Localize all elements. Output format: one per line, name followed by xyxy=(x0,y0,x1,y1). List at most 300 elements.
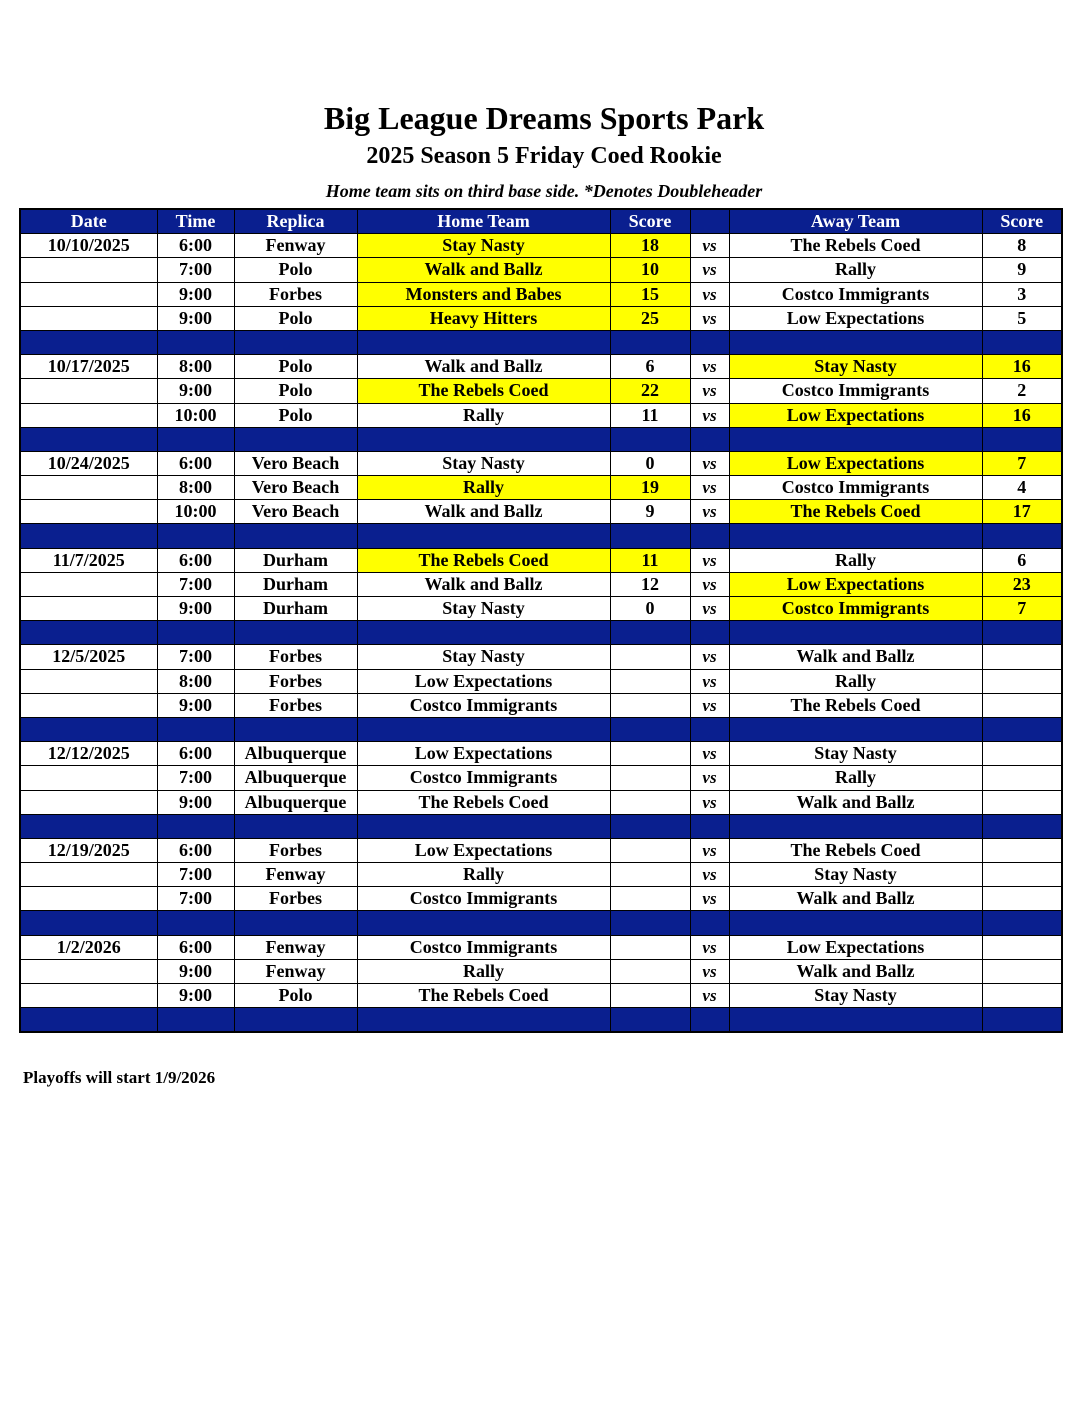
vs-cell: vs xyxy=(690,693,729,717)
date-cell xyxy=(20,984,157,1008)
home-team-cell: The Rebels Coed xyxy=(357,984,610,1008)
home-team-cell: The Rebels Coed xyxy=(357,379,610,403)
vs-cell: vs xyxy=(690,959,729,983)
table-row xyxy=(20,645,1062,669)
separator-cell xyxy=(234,524,357,548)
vs-cell: vs xyxy=(690,234,729,258)
schedule-body xyxy=(20,234,1062,1033)
separator-cell xyxy=(20,524,157,548)
home-team-cell: Stay Nasty xyxy=(357,451,610,475)
separator-cell xyxy=(357,524,610,548)
home-team-cell: Stay Nasty xyxy=(357,645,610,669)
vs-cell: vs xyxy=(690,863,729,887)
vs-cell: vs xyxy=(690,572,729,596)
table-row xyxy=(20,306,1062,330)
separator-cell xyxy=(982,814,1062,838)
separator-cell xyxy=(610,1008,690,1033)
separator-cell xyxy=(357,427,610,451)
replica-cell: Albuquerque xyxy=(234,766,357,790)
replica-cell: Forbes xyxy=(234,693,357,717)
home-team-cell: Costco Immigrants xyxy=(357,887,610,911)
vs-cell: vs xyxy=(690,766,729,790)
time-cell: 7:00 xyxy=(157,863,234,887)
separator-cell xyxy=(690,911,729,935)
home-score-cell: 22 xyxy=(610,379,690,403)
column-header-away-team: Away Team xyxy=(729,209,982,234)
separator-cell xyxy=(690,330,729,354)
vs-cell: vs xyxy=(690,548,729,572)
home-score-cell: 9 xyxy=(610,500,690,524)
replica-cell: Albuquerque xyxy=(234,790,357,814)
replica-cell: Polo xyxy=(234,355,357,379)
date-cell xyxy=(20,766,157,790)
column-header-date: Date xyxy=(20,209,157,234)
away-score-cell xyxy=(982,766,1062,790)
table-row xyxy=(20,234,1062,258)
replica-cell: Vero Beach xyxy=(234,500,357,524)
date-cell xyxy=(20,669,157,693)
column-header-time: Time xyxy=(157,209,234,234)
home-score-cell: 25 xyxy=(610,306,690,330)
vs-cell: vs xyxy=(690,935,729,959)
separator-cell xyxy=(20,911,157,935)
home-team-cell: The Rebels Coed xyxy=(357,548,610,572)
away-team-cell: Low Expectations xyxy=(729,572,982,596)
week-separator-row xyxy=(20,330,1062,354)
time-cell: 7:00 xyxy=(157,887,234,911)
separator-cell xyxy=(729,427,982,451)
column-header-replica: Replica xyxy=(234,209,357,234)
time-cell: 10:00 xyxy=(157,403,234,427)
table-row xyxy=(20,887,1062,911)
separator-cell xyxy=(982,911,1062,935)
date-cell xyxy=(20,959,157,983)
vs-cell: vs xyxy=(690,645,729,669)
date-cell xyxy=(20,500,157,524)
away-team-cell: Stay Nasty xyxy=(729,984,982,1008)
home-team-cell: The Rebels Coed xyxy=(357,790,610,814)
vs-cell: vs xyxy=(690,282,729,306)
date-cell: 1/2/2026 xyxy=(20,935,157,959)
home-score-cell xyxy=(610,669,690,693)
separator-cell xyxy=(982,621,1062,645)
table-row xyxy=(20,500,1062,524)
away-score-cell: 4 xyxy=(982,476,1062,500)
date-cell: 11/7/2025 xyxy=(20,548,157,572)
replica-cell: Fenway xyxy=(234,234,357,258)
away-team-cell: Walk and Ballz xyxy=(729,959,982,983)
separator-cell xyxy=(157,427,234,451)
date-cell: 12/19/2025 xyxy=(20,838,157,862)
date-cell xyxy=(20,790,157,814)
table-header-row xyxy=(20,209,1062,234)
away-score-cell xyxy=(982,959,1062,983)
home-score-cell: 11 xyxy=(610,403,690,427)
week-separator-row xyxy=(20,427,1062,451)
home-score-cell xyxy=(610,887,690,911)
home-score-cell: 11 xyxy=(610,548,690,572)
away-team-cell: Rally xyxy=(729,766,982,790)
away-score-cell: 16 xyxy=(982,403,1062,427)
home-team-cell: Low Expectations xyxy=(357,838,610,862)
schedule-table xyxy=(19,208,1063,1033)
replica-cell: Durham xyxy=(234,572,357,596)
time-cell: 6:00 xyxy=(157,548,234,572)
replica-cell: Forbes xyxy=(234,887,357,911)
home-score-cell xyxy=(610,838,690,862)
separator-cell xyxy=(20,330,157,354)
vs-cell: vs xyxy=(690,451,729,475)
table-row xyxy=(20,572,1062,596)
date-cell: 10/24/2025 xyxy=(20,451,157,475)
away-team-cell: The Rebels Coed xyxy=(729,500,982,524)
replica-cell: Polo xyxy=(234,258,357,282)
date-cell xyxy=(20,403,157,427)
away-team-cell: Stay Nasty xyxy=(729,742,982,766)
date-cell xyxy=(20,258,157,282)
date-cell xyxy=(20,476,157,500)
table-row xyxy=(20,959,1062,983)
home-team-cell: Low Expectations xyxy=(357,742,610,766)
away-team-cell: The Rebels Coed xyxy=(729,234,982,258)
separator-cell xyxy=(610,524,690,548)
away-score-cell: 17 xyxy=(982,500,1062,524)
week-separator-row xyxy=(20,1008,1062,1033)
vs-cell: vs xyxy=(690,742,729,766)
away-score-cell xyxy=(982,838,1062,862)
vs-cell: vs xyxy=(690,838,729,862)
away-team-cell: Walk and Ballz xyxy=(729,887,982,911)
separator-cell xyxy=(982,1008,1062,1033)
separator-cell xyxy=(729,814,982,838)
away-score-cell xyxy=(982,693,1062,717)
replica-cell: Forbes xyxy=(234,645,357,669)
separator-cell xyxy=(982,717,1062,741)
separator-cell xyxy=(729,911,982,935)
home-team-cell: Heavy Hitters xyxy=(357,306,610,330)
home-team-cell: Rally xyxy=(357,403,610,427)
time-cell: 6:00 xyxy=(157,451,234,475)
separator-cell xyxy=(729,524,982,548)
home-team-cell: Monsters and Babes xyxy=(357,282,610,306)
away-team-cell: Costco Immigrants xyxy=(729,282,982,306)
separator-cell xyxy=(157,524,234,548)
week-separator-row xyxy=(20,814,1062,838)
home-team-cell: Costco Immigrants xyxy=(357,693,610,717)
column-header-home-score: Score xyxy=(610,209,690,234)
home-team-cell: Walk and Ballz xyxy=(357,258,610,282)
date-cell: 12/5/2025 xyxy=(20,645,157,669)
home-score-cell: 0 xyxy=(610,597,690,621)
table-row xyxy=(20,597,1062,621)
separator-cell xyxy=(982,427,1062,451)
time-cell: 9:00 xyxy=(157,282,234,306)
page-subtitle: 2025 Season 5 Friday Coed Rookie xyxy=(366,143,722,169)
away-score-cell: 23 xyxy=(982,572,1062,596)
away-team-cell: Stay Nasty xyxy=(729,863,982,887)
away-team-cell: Costco Immigrants xyxy=(729,597,982,621)
time-cell: 8:00 xyxy=(157,355,234,379)
date-cell: 10/17/2025 xyxy=(20,355,157,379)
time-cell: 7:00 xyxy=(157,766,234,790)
replica-cell: Vero Beach xyxy=(234,476,357,500)
away-team-cell: Low Expectations xyxy=(729,306,982,330)
home-team-cell: Stay Nasty xyxy=(357,597,610,621)
separator-cell xyxy=(610,911,690,935)
away-score-cell: 6 xyxy=(982,548,1062,572)
away-score-cell: 7 xyxy=(982,451,1062,475)
time-cell: 9:00 xyxy=(157,379,234,403)
time-cell: 8:00 xyxy=(157,476,234,500)
separator-cell xyxy=(157,814,234,838)
table-row xyxy=(20,379,1062,403)
replica-cell: Forbes xyxy=(234,669,357,693)
time-cell: 9:00 xyxy=(157,693,234,717)
replica-cell: Albuquerque xyxy=(234,742,357,766)
column-header-away-score: Score xyxy=(982,209,1062,234)
home-score-cell xyxy=(610,790,690,814)
separator-cell xyxy=(234,621,357,645)
away-score-cell: 2 xyxy=(982,379,1062,403)
time-cell: 7:00 xyxy=(157,572,234,596)
away-team-cell: Costco Immigrants xyxy=(729,476,982,500)
time-cell: 9:00 xyxy=(157,790,234,814)
table-row xyxy=(20,355,1062,379)
time-cell: 9:00 xyxy=(157,597,234,621)
date-cell xyxy=(20,379,157,403)
date-cell: 10/10/2025 xyxy=(20,234,157,258)
separator-cell xyxy=(234,427,357,451)
away-score-cell: 8 xyxy=(982,234,1062,258)
away-team-cell: Walk and Ballz xyxy=(729,790,982,814)
away-score-cell xyxy=(982,984,1062,1008)
separator-cell xyxy=(20,814,157,838)
separator-cell xyxy=(357,330,610,354)
separator-cell xyxy=(610,621,690,645)
date-cell: 12/12/2025 xyxy=(20,742,157,766)
separator-cell xyxy=(610,717,690,741)
separator-cell xyxy=(690,717,729,741)
vs-cell: vs xyxy=(690,500,729,524)
separator-cell xyxy=(610,427,690,451)
replica-cell: Forbes xyxy=(234,282,357,306)
table-row xyxy=(20,790,1062,814)
date-cell xyxy=(20,282,157,306)
away-team-cell: The Rebels Coed xyxy=(729,838,982,862)
column-header-home-team: Home Team xyxy=(357,209,610,234)
replica-cell: Polo xyxy=(234,306,357,330)
date-cell xyxy=(20,693,157,717)
separator-cell xyxy=(157,330,234,354)
separator-cell xyxy=(690,427,729,451)
separator-cell xyxy=(20,1008,157,1033)
away-team-cell: Low Expectations xyxy=(729,935,982,959)
separator-cell xyxy=(157,1008,234,1033)
replica-cell: Forbes xyxy=(234,838,357,862)
home-score-cell: 19 xyxy=(610,476,690,500)
home-team-cell: Walk and Ballz xyxy=(357,500,610,524)
table-row xyxy=(20,984,1062,1008)
vs-cell: vs xyxy=(690,476,729,500)
away-score-cell xyxy=(982,669,1062,693)
vs-cell: vs xyxy=(690,669,729,693)
time-cell: 6:00 xyxy=(157,838,234,862)
away-team-cell: Rally xyxy=(729,548,982,572)
away-team-cell: Rally xyxy=(729,258,982,282)
table-row xyxy=(20,403,1062,427)
separator-cell xyxy=(234,717,357,741)
home-team-cell: Rally xyxy=(357,476,610,500)
separator-cell xyxy=(20,717,157,741)
separator-cell xyxy=(234,911,357,935)
separator-cell xyxy=(690,524,729,548)
vs-cell: vs xyxy=(690,887,729,911)
date-cell xyxy=(20,572,157,596)
away-score-cell xyxy=(982,887,1062,911)
vs-cell: vs xyxy=(690,355,729,379)
table-row xyxy=(20,693,1062,717)
footer-note: Playoffs will start 1/9/2026 xyxy=(23,1068,216,1087)
away-team-cell: Costco Immigrants xyxy=(729,379,982,403)
home-score-cell xyxy=(610,959,690,983)
vs-cell: vs xyxy=(690,984,729,1008)
home-score-cell xyxy=(610,984,690,1008)
separator-cell xyxy=(157,717,234,741)
time-cell: 9:00 xyxy=(157,984,234,1008)
week-separator-row xyxy=(20,524,1062,548)
time-cell: 8:00 xyxy=(157,669,234,693)
separator-cell xyxy=(982,330,1062,354)
time-cell: 9:00 xyxy=(157,959,234,983)
table-row xyxy=(20,838,1062,862)
away-team-cell: Rally xyxy=(729,669,982,693)
away-score-cell xyxy=(982,790,1062,814)
away-score-cell xyxy=(982,645,1062,669)
vs-cell: vs xyxy=(690,790,729,814)
home-score-cell xyxy=(610,766,690,790)
away-team-cell: The Rebels Coed xyxy=(729,693,982,717)
home-score-cell xyxy=(610,645,690,669)
separator-cell xyxy=(690,1008,729,1033)
time-cell: 6:00 xyxy=(157,234,234,258)
replica-cell: Durham xyxy=(234,548,357,572)
time-cell: 6:00 xyxy=(157,935,234,959)
time-cell: 6:00 xyxy=(157,742,234,766)
header-note: Home team sits on third base side. *Denotes Doubleheader xyxy=(325,181,763,201)
separator-cell xyxy=(357,717,610,741)
home-team-cell: Low Expectations xyxy=(357,669,610,693)
separator-cell xyxy=(157,621,234,645)
home-team-cell: Rally xyxy=(357,959,610,983)
table-row xyxy=(20,669,1062,693)
away-score-cell: 3 xyxy=(982,282,1062,306)
away-score-cell: 16 xyxy=(982,355,1062,379)
table-row xyxy=(20,282,1062,306)
separator-cell xyxy=(20,621,157,645)
time-cell: 10:00 xyxy=(157,500,234,524)
replica-cell: Fenway xyxy=(234,935,357,959)
separator-cell xyxy=(729,330,982,354)
home-score-cell: 12 xyxy=(610,572,690,596)
away-team-cell: Stay Nasty xyxy=(729,355,982,379)
date-cell xyxy=(20,863,157,887)
separator-cell xyxy=(357,621,610,645)
home-score-cell xyxy=(610,693,690,717)
replica-cell: Polo xyxy=(234,403,357,427)
separator-cell xyxy=(20,427,157,451)
table-row xyxy=(20,766,1062,790)
away-score-cell: 9 xyxy=(982,258,1062,282)
separator-cell xyxy=(610,330,690,354)
away-score-cell xyxy=(982,742,1062,766)
home-team-cell: Rally xyxy=(357,863,610,887)
date-cell xyxy=(20,597,157,621)
table-row xyxy=(20,863,1062,887)
table-row xyxy=(20,548,1062,572)
away-team-cell: Low Expectations xyxy=(729,403,982,427)
home-score-cell: 15 xyxy=(610,282,690,306)
home-score-cell xyxy=(610,742,690,766)
away-score-cell: 7 xyxy=(982,597,1062,621)
week-separator-row xyxy=(20,621,1062,645)
home-score-cell: 10 xyxy=(610,258,690,282)
separator-cell xyxy=(729,621,982,645)
separator-cell xyxy=(157,911,234,935)
separator-cell xyxy=(234,1008,357,1033)
date-cell xyxy=(20,887,157,911)
away-score-cell xyxy=(982,935,1062,959)
separator-cell xyxy=(690,814,729,838)
separator-cell xyxy=(729,1008,982,1033)
home-team-cell: Stay Nasty xyxy=(357,234,610,258)
home-team-cell: Walk and Ballz xyxy=(357,355,610,379)
away-score-cell: 5 xyxy=(982,306,1062,330)
separator-cell xyxy=(234,814,357,838)
vs-cell: vs xyxy=(690,597,729,621)
time-cell: 9:00 xyxy=(157,306,234,330)
table-row xyxy=(20,258,1062,282)
separator-cell xyxy=(234,330,357,354)
replica-cell: Durham xyxy=(234,597,357,621)
home-score-cell xyxy=(610,935,690,959)
week-separator-row xyxy=(20,911,1062,935)
vs-cell: vs xyxy=(690,403,729,427)
home-score-cell: 18 xyxy=(610,234,690,258)
time-cell: 7:00 xyxy=(157,645,234,669)
vs-cell: vs xyxy=(690,306,729,330)
home-score-cell xyxy=(610,863,690,887)
date-cell xyxy=(20,306,157,330)
separator-cell xyxy=(357,911,610,935)
replica-cell: Polo xyxy=(234,984,357,1008)
page-title: Big League Dreams Sports Park xyxy=(323,100,765,136)
vs-cell: vs xyxy=(690,379,729,403)
away-team-cell: Low Expectations xyxy=(729,451,982,475)
separator-cell xyxy=(729,717,982,741)
vs-cell: vs xyxy=(690,258,729,282)
separator-cell xyxy=(357,1008,610,1033)
separator-cell xyxy=(610,814,690,838)
table-row xyxy=(20,451,1062,475)
column-header-vs xyxy=(690,209,729,234)
week-separator-row xyxy=(20,717,1062,741)
separator-cell xyxy=(982,524,1062,548)
home-score-cell: 0 xyxy=(610,451,690,475)
separator-cell xyxy=(690,621,729,645)
table-row xyxy=(20,476,1062,500)
home-team-cell: Costco Immigrants xyxy=(357,935,610,959)
replica-cell: Vero Beach xyxy=(234,451,357,475)
